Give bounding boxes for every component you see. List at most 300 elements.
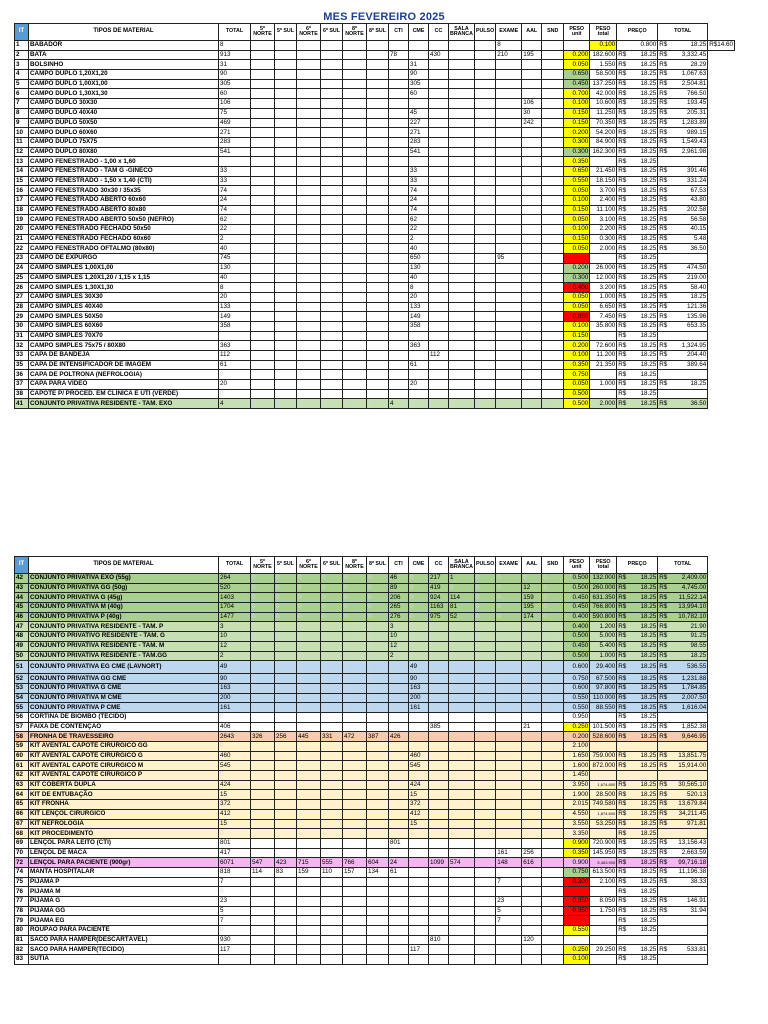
department-quantity: 0 [449, 651, 475, 661]
department-quantity [251, 196, 275, 206]
department-quantity: 90 [409, 674, 429, 684]
department-quantity [474, 89, 495, 99]
line-total-cell [658, 283, 708, 293]
material-name: CAMPO DUPLO 50X50 [29, 118, 219, 128]
department-quantity: 0 [297, 593, 321, 603]
department-quantity [251, 887, 275, 897]
currency-symbol: R$ [659, 80, 668, 88]
department-quantity [474, 800, 495, 810]
line-total-value: 91.25 [690, 632, 707, 640]
department-quantity [321, 41, 343, 51]
unit-weight: 0.050 [564, 380, 590, 390]
total-weight: 21.350 [590, 360, 617, 370]
department-quantity [275, 331, 297, 341]
department-quantity [542, 79, 564, 89]
department-quantity [449, 935, 475, 945]
department-quantity [297, 205, 321, 215]
currency-symbol: R$ [618, 312, 627, 320]
price-value: 18.25 [640, 663, 657, 671]
department-quantity [474, 108, 495, 118]
department-quantity [409, 916, 429, 926]
department-quantity: 61 [409, 360, 429, 370]
department-quantity [429, 254, 449, 264]
department-quantity: 0 [542, 703, 564, 713]
department-quantity [275, 389, 297, 399]
unit-weight: 0.500 [564, 651, 590, 661]
department-quantity [389, 370, 409, 380]
line-total-value: 18.25 [690, 380, 707, 388]
line-total-value: 2,961.98 [681, 147, 707, 155]
currency-symbol: R$ [618, 693, 627, 701]
total-quantity: 200 [219, 693, 251, 703]
department-quantity: 276 [389, 612, 409, 622]
department-quantity [275, 99, 297, 109]
department-quantity [409, 771, 429, 781]
item-number: 26 [15, 283, 29, 293]
item-number: 7 [15, 99, 29, 109]
total-weight: 11.250 [590, 108, 617, 118]
department-quantity: 200 [409, 693, 429, 703]
department-quantity [297, 321, 321, 331]
department-quantity [496, 887, 522, 897]
department-quantity [389, 108, 409, 118]
item-number: 36 [15, 370, 29, 380]
line-total-value: 989.15 [686, 128, 707, 136]
unit-weight: 0.100 [564, 225, 590, 235]
department-quantity [367, 99, 389, 109]
department-quantity [367, 41, 389, 51]
department-quantity: 0 [251, 399, 275, 409]
department-quantity [496, 370, 522, 380]
department-quantity [297, 370, 321, 380]
currency-symbol: R$ [659, 752, 668, 760]
item-number: 8 [15, 108, 29, 118]
table-row [15, 848, 708, 858]
department-quantity [389, 935, 409, 945]
total-quantity: 74 [219, 205, 251, 215]
department-quantity [297, 819, 321, 829]
material-name: ROUPÃO PARA PACIENTE [29, 926, 219, 936]
department-quantity: 12 [389, 641, 409, 651]
department-quantity [542, 761, 564, 771]
unit-weight: 0.750 [564, 867, 590, 877]
price-value: 18.25 [640, 693, 657, 701]
department-quantity [389, 712, 409, 722]
department-quantity [343, 99, 367, 109]
department-quantity [321, 118, 343, 128]
department-quantity [275, 790, 297, 800]
department-quantity [542, 273, 564, 283]
line-total-cell [658, 60, 708, 70]
price-cell [617, 780, 658, 790]
unit-weight: 0.350 [564, 906, 590, 916]
total-weight: 749.580 [590, 800, 617, 810]
price-cell [617, 722, 658, 732]
department-quantity: 0 [496, 603, 522, 613]
department-quantity [297, 186, 321, 196]
department-quantity [389, 273, 409, 283]
material-name: CAMPO FENESTRADO - 1,00 x 1,60 [29, 157, 219, 167]
department-quantity [343, 186, 367, 196]
unit-weight: 0.200 [564, 732, 590, 742]
department-quantity [275, 186, 297, 196]
department-quantity [522, 128, 542, 138]
price-cell [617, 263, 658, 273]
department-quantity [251, 800, 275, 810]
line-total-cell [658, 674, 708, 684]
price-cell [617, 641, 658, 651]
currency-symbol: R$ [618, 945, 627, 953]
department-quantity [343, 196, 367, 206]
item-number: 49 [15, 641, 29, 651]
department-quantity [275, 761, 297, 771]
currency-symbol: R$ [618, 283, 627, 291]
department-quantity [542, 916, 564, 926]
department-quantity [297, 99, 321, 109]
department-quantity [429, 234, 449, 244]
total-quantity: 23 [219, 897, 251, 907]
department-quantity [449, 331, 475, 341]
line-total-cell [658, 593, 708, 603]
department-quantity [474, 955, 495, 965]
department-quantity [297, 50, 321, 60]
department-quantity [389, 70, 409, 80]
department-quantity [275, 263, 297, 273]
department-quantity: 256 [522, 848, 542, 858]
item-number: 82 [15, 945, 29, 955]
department-quantity [367, 906, 389, 916]
total-weight: 35.800 [590, 321, 617, 331]
department-quantity: 283 [409, 137, 429, 147]
price-cell [617, 877, 658, 887]
column-header: 8º SUL [367, 24, 389, 41]
department-quantity [389, 292, 409, 302]
material-name: CONJUNTO PRIVATIVA GG CME [29, 674, 219, 684]
price-cell [617, 867, 658, 877]
department-quantity [321, 302, 343, 312]
total-quantity: 0 [219, 389, 251, 399]
department-quantity [343, 790, 367, 800]
item-number: 75 [15, 877, 29, 887]
currency-symbol: R$ [618, 109, 627, 117]
department-quantity [389, 60, 409, 70]
department-quantity [474, 897, 495, 907]
item-number: 67 [15, 819, 29, 829]
item-number: 1 [15, 41, 29, 51]
total-quantity: 15 [219, 819, 251, 829]
currency-symbol: R$ [659, 273, 668, 281]
department-quantity [251, 312, 275, 322]
department-quantity [321, 225, 343, 235]
total-weight: 872.000 [590, 761, 617, 771]
unit-weight: 0.550 [564, 693, 590, 703]
department-quantity [251, 118, 275, 128]
department-quantity: 0 [496, 693, 522, 703]
unit-weight: 0.500 [564, 389, 590, 399]
price-cell [617, 809, 658, 819]
department-quantity [429, 926, 449, 936]
department-quantity: 0 [321, 661, 343, 674]
line-total-cell [658, 166, 708, 176]
department-quantity [251, 761, 275, 771]
total-quantity: 545 [219, 761, 251, 771]
price-cell [617, 370, 658, 380]
department-quantity [429, 389, 449, 399]
department-quantity: 0 [343, 399, 367, 409]
material-name: KIT FRONHA [29, 800, 219, 810]
total-weight: 67.500 [590, 674, 617, 684]
price-cell [617, 166, 658, 176]
department-quantity [522, 732, 542, 742]
unit-weight: 0.600 [564, 683, 590, 693]
department-quantity [343, 137, 367, 147]
department-quantity [496, 829, 522, 839]
department-quantity [321, 380, 343, 390]
total-weight: 1.200 [590, 622, 617, 632]
unit-weight: 0.050 [564, 186, 590, 196]
department-quantity [367, 809, 389, 819]
department-quantity [367, 312, 389, 322]
department-quantity [367, 215, 389, 225]
header-row [15, 557, 708, 574]
department-quantity [389, 351, 409, 361]
department-quantity [367, 254, 389, 264]
department-quantity [321, 321, 343, 331]
department-quantity [496, 800, 522, 810]
department-quantity [389, 887, 409, 897]
department-quantity [321, 916, 343, 926]
line-total-value: 146.91 [686, 897, 707, 905]
department-quantity [321, 887, 343, 897]
department-quantity [542, 370, 564, 380]
price-value: 18.25 [640, 877, 657, 885]
item-number: 3 [15, 60, 29, 70]
department-quantity [522, 302, 542, 312]
total-quantity: 8 [219, 41, 251, 51]
department-quantity: 0 [275, 593, 297, 603]
department-quantity [542, 858, 564, 868]
price-cell [617, 622, 658, 632]
line-total-value: 1,324.95 [681, 341, 707, 349]
department-quantity [275, 292, 297, 302]
table-row [15, 302, 735, 312]
department-quantity: 0 [474, 583, 495, 593]
currency-symbol: R$ [618, 674, 627, 682]
line-total-value: 474.50 [686, 264, 707, 272]
table-row [15, 829, 708, 839]
line-total-cell [658, 877, 708, 887]
currency-symbol: R$ [618, 732, 627, 740]
department-quantity: 0 [321, 399, 343, 409]
department-quantity [429, 147, 449, 157]
department-quantity [449, 41, 475, 51]
department-quantity [343, 147, 367, 157]
department-quantity [496, 712, 522, 722]
department-quantity [542, 360, 564, 370]
department-quantity [449, 70, 475, 80]
line-total-cell [658, 790, 708, 800]
total-weight: 54.200 [590, 128, 617, 138]
department-quantity [496, 331, 522, 341]
department-quantity [429, 829, 449, 839]
department-quantity [542, 321, 564, 331]
department-quantity [474, 166, 495, 176]
department-quantity [297, 157, 321, 167]
department-quantity [275, 312, 297, 322]
department-quantity [389, 157, 409, 167]
table-row [15, 60, 735, 70]
department-quantity [343, 887, 367, 897]
line-total-value: 10,782.10 [678, 613, 707, 621]
department-quantity [449, 790, 475, 800]
department-quantity [321, 712, 343, 722]
currency-symbol: R$ [618, 800, 627, 808]
department-quantity: 0 [449, 622, 475, 632]
line-total-cell [658, 800, 708, 810]
department-quantity [474, 722, 495, 732]
department-quantity: 0 [542, 693, 564, 703]
line-total-value: 1,283.89 [681, 118, 707, 126]
price-value: 18.25 [640, 351, 657, 359]
price-value: 18.25 [640, 370, 657, 378]
currency-symbol: R$ [659, 51, 668, 59]
department-quantity [251, 722, 275, 732]
currency-symbol: R$ [659, 790, 668, 798]
unit-weight: 3.350 [564, 829, 590, 839]
line-total-cell [658, 108, 708, 118]
department-quantity [496, 273, 522, 283]
department-quantity: 0 [542, 603, 564, 613]
department-quantity [343, 302, 367, 312]
price-value: 18.25 [640, 341, 657, 349]
department-quantity: 574 [449, 858, 475, 868]
department-quantity [409, 829, 429, 839]
currency-symbol: R$ [618, 703, 627, 711]
line-total-value: 520.13 [686, 790, 707, 798]
currency-symbol: R$ [659, 341, 668, 349]
unit-weight: 0.300 [564, 877, 590, 887]
department-quantity: 0 [367, 693, 389, 703]
line-total-cell [658, 848, 708, 858]
department-quantity [449, 877, 475, 887]
department-quantity: 61 [389, 867, 409, 877]
table-row [15, 858, 708, 868]
department-quantity [251, 809, 275, 819]
department-quantity [251, 351, 275, 361]
department-quantity [429, 955, 449, 965]
department-quantity [449, 205, 475, 215]
total-weight: 6.650 [590, 302, 617, 312]
line-total-cell [658, 693, 708, 703]
price-value: 18.25 [640, 603, 657, 611]
currency-symbol: R$ [618, 926, 627, 934]
department-quantity [297, 360, 321, 370]
total-quantity: 117 [219, 945, 251, 955]
department-quantity [251, 234, 275, 244]
table-row [15, 732, 708, 742]
unit-weight: 1.600 [564, 761, 590, 771]
department-quantity [449, 732, 475, 742]
column-header: TOTAL [219, 557, 251, 574]
department-quantity: 0 [321, 674, 343, 684]
price-cell [617, 225, 658, 235]
department-quantity [542, 351, 564, 361]
total-quantity: 469 [219, 118, 251, 128]
department-quantity [449, 254, 475, 264]
total-quantity: 412 [219, 809, 251, 819]
unit-weight: 0.100 [564, 99, 590, 109]
department-quantity: 0 [474, 612, 495, 622]
department-quantity [389, 829, 409, 839]
department-quantity: 256 [275, 732, 297, 742]
department-quantity: 0 [275, 661, 297, 674]
department-quantity: 0 [251, 603, 275, 613]
currency-symbol: R$ [618, 186, 627, 194]
department-quantity [275, 118, 297, 128]
line-total-value: 15,914.00 [678, 761, 707, 769]
department-quantity [275, 234, 297, 244]
line-total-value: 36.50 [690, 244, 707, 252]
department-quantity: 0 [542, 612, 564, 622]
department-quantity: 0 [409, 603, 429, 613]
department-quantity [409, 389, 429, 399]
department-quantity [474, 205, 495, 215]
department-quantity [367, 283, 389, 293]
table-row [15, 674, 708, 684]
department-quantity [321, 935, 343, 945]
department-quantity [474, 712, 495, 722]
department-quantity: 0 [321, 583, 343, 593]
price-value: 18.25 [640, 264, 657, 272]
table-row [15, 389, 735, 399]
department-quantity [321, 722, 343, 732]
department-quantity [367, 751, 389, 761]
department-quantity: 326 [251, 732, 275, 742]
price-cell [617, 254, 658, 264]
department-quantity [449, 360, 475, 370]
line-total-cell [658, 341, 708, 351]
price-value: 18.25 [640, 722, 657, 730]
department-quantity: 0 [367, 641, 389, 651]
line-total-value: 202.58 [686, 206, 707, 214]
total-quantity [219, 331, 251, 341]
department-quantity [474, 70, 495, 80]
price-value: 18.25 [640, 584, 657, 592]
department-quantity: 227 [409, 118, 429, 128]
department-quantity [522, 887, 542, 897]
department-quantity: 7 [496, 877, 522, 887]
currency-symbol: R$ [618, 642, 627, 650]
department-quantity [297, 263, 321, 273]
department-quantity [251, 79, 275, 89]
department-quantity: 0 [449, 641, 475, 651]
department-quantity [474, 906, 495, 916]
department-quantity: 78 [389, 50, 409, 60]
line-total-cell [658, 945, 708, 955]
line-total-cell [658, 321, 708, 331]
unit-weight: 0.750 [564, 370, 590, 380]
department-quantity: 0 [496, 641, 522, 651]
currency-symbol: R$ [618, 302, 627, 310]
line-total-value: 11,522.14 [678, 593, 707, 601]
unit-weight: 0.200 [564, 263, 590, 273]
total-weight: 2.400 [590, 196, 617, 206]
department-quantity [367, 351, 389, 361]
column-header: CTI [389, 24, 409, 41]
department-quantity [474, 196, 495, 206]
department-quantity: 81 [449, 603, 475, 613]
column-header: 8º SUL [367, 557, 389, 574]
